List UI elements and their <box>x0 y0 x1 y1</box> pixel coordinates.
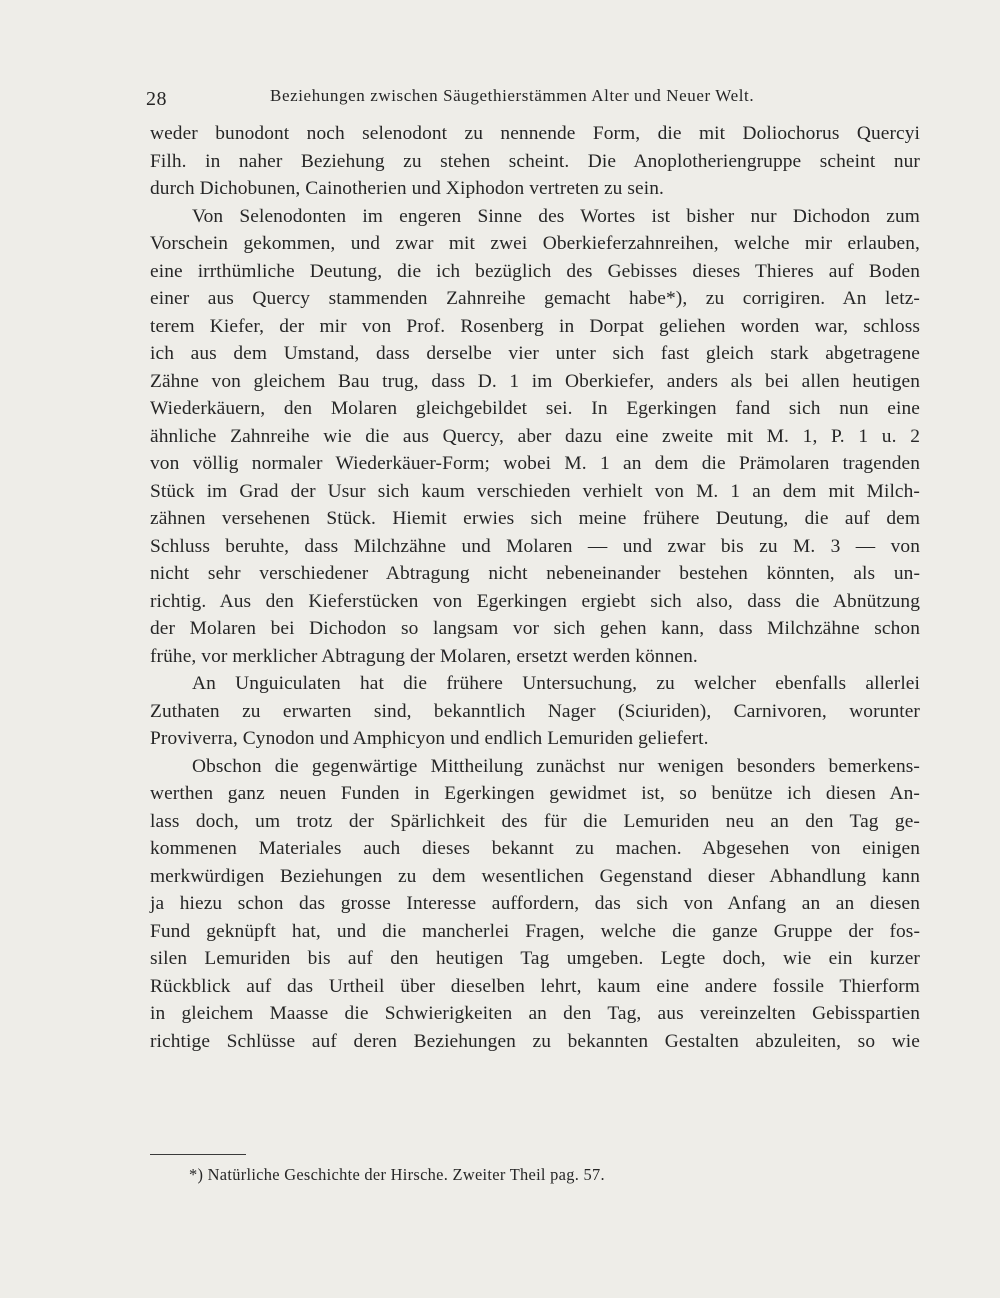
text-line: ähnliche Zahnreihe wie die aus Quercy, aber dazu eine zweite mit M. 1, P. 1 u. 2 <box>150 425 920 447</box>
text-line: ja hiezu schon das grosse Interesse auffordern, das sich von Anfang an an diesen <box>150 893 920 914</box>
text-line: merkwürdigen Beziehungen zu dem wesentlichen Gegenstand dieser Abhandlung kann <box>150 865 920 887</box>
text-line: Filh. in naher Beziehung zu stehen scheint. Die Anoplotheriengruppe scheint nur <box>150 150 920 172</box>
text-line: terem Kiefer, der mir von Prof. Rosenberg in Dorpat geliehen worden war, schloss <box>150 315 920 337</box>
text-line: Proviverra, Cynodon und Amphicyon und endlich Lemuriden geliefert. <box>150 728 709 749</box>
text-line: nicht sehr verschiedener Abtragung nicht nebeneinander bestehen könnten, als un- <box>150 563 920 584</box>
text-line: richtige Schlüsse auf deren Beziehungen zu bekannten Gestalten abzuleiten, so wie <box>150 1030 920 1052</box>
text-line: Fund geknüpft hat, und die mancherlei Fragen, welche die ganze Gruppe der fos- <box>150 920 920 942</box>
text-line: eine irrthümliche Deutung, die ich bezüglich des Gebisses dieses Thieres auf Boden <box>150 260 920 282</box>
text-line: ich aus dem Umstand, dass derselbe vier unter sich fast gleich stark abgetragene <box>150 343 920 364</box>
text-line: weder bunodont noch selenodont zu nennende Form, die mit Doliochorus Quercyi <box>150 123 920 144</box>
text-line: frühe, vor merklicher Abtragung der Molaren, ersetzt werden können. <box>150 645 698 667</box>
text-line: Rückblick auf das Urtheil über dieselben lehrt, kaum eine andere fossile Thierform <box>150 975 920 997</box>
text-line: silen Lemuriden bis auf den heutigen Tag umgeben. Legte doch, wie ein kurzer <box>150 948 920 969</box>
text-line: in gleichem Maasse die Schwierigkeiten an den Tag, aus vereinzelten Gebisspartien <box>150 1003 920 1024</box>
text-line: einer aus Quercy stammenden Zahnreihe gemacht habe*), zu corrigiren. An letz- <box>150 288 920 309</box>
text-line: Obschon die gegenwärtige Mittheilung zunächst nur wenigen besonders bemerkens- <box>192 755 920 777</box>
footnote-divider <box>150 1154 246 1155</box>
text-line: zähnen versehenen Stück. Hiemit erwies sich meine frühere Deutung, die auf dem <box>150 508 920 529</box>
body-text <box>150 120 920 1055</box>
text-line: lass doch, um trotz der Spärlichkeit des für die Lemuriden neu an den Tag ge- <box>150 810 920 832</box>
text-line: Wiederkäuern, den Molaren gleichgebildet sei. In Egerkingen fand sich nun eine <box>150 398 920 419</box>
text-line: Von Selenodonten im engeren Sinne des Wortes ist bisher nur Dichodon zum <box>192 205 920 227</box>
text-line: Vorschein gekommen, und zwar mit zwei Oberkieferzahnreihen, welche mir erlauben, <box>150 233 920 254</box>
running-title: Beziehungen zwischen Säugethierstämmen Alter und Neuer Welt. <box>270 86 755 105</box>
text-line: Schluss beruhte, dass Milchzähne und Molaren — und zwar bis zu M. 3 — von <box>150 535 920 557</box>
text-line: von völlig normaler Wiederkäuer-Form; wobei M. 1 an dem die Prämolaren tragenden <box>150 453 920 474</box>
text-line: kommenen Materiales auch dieses bekannt zu machen. Abgesehen von einigen <box>150 838 920 859</box>
text-line: Zuthaten zu erwarten sind, bekanntlich Nager (Sciuriden), Carnivoren, worunter <box>150 700 920 722</box>
footnote: *) Natürliche Geschichte der Hirsche. Zweiter Theil pag. 57. <box>189 1165 605 1184</box>
text-line: richtig. Aus den Kieferstücken von Egerkingen ergiebt sich also, dass die Abnützung <box>150 590 920 612</box>
page-number: 28 <box>146 88 167 110</box>
running-header <box>146 86 786 112</box>
text-line: Zähne von gleichem Bau trug, dass D. 1 im Oberkiefer, anders als bei allen heutigen <box>150 370 920 392</box>
text-line: der Molaren bei Dichodon so langsam vor sich gehen kann, dass Milchzähne schon <box>150 618 920 639</box>
text-line: werthen ganz neuen Funden in Egerkingen gewidmet ist, so benütze ich diesen An- <box>150 783 920 804</box>
text-line: Stück im Grad der Usur sich kaum verschieden verhielt von M. 1 an dem mit Milch- <box>150 480 920 502</box>
text-line: durch Dichobunen, Cainotherien und Xiphodon vertreten zu sein. <box>150 178 664 199</box>
text-line: An Unguiculaten hat die frühere Untersuchung, zu welcher ebenfalls allerlei <box>192 673 920 694</box>
